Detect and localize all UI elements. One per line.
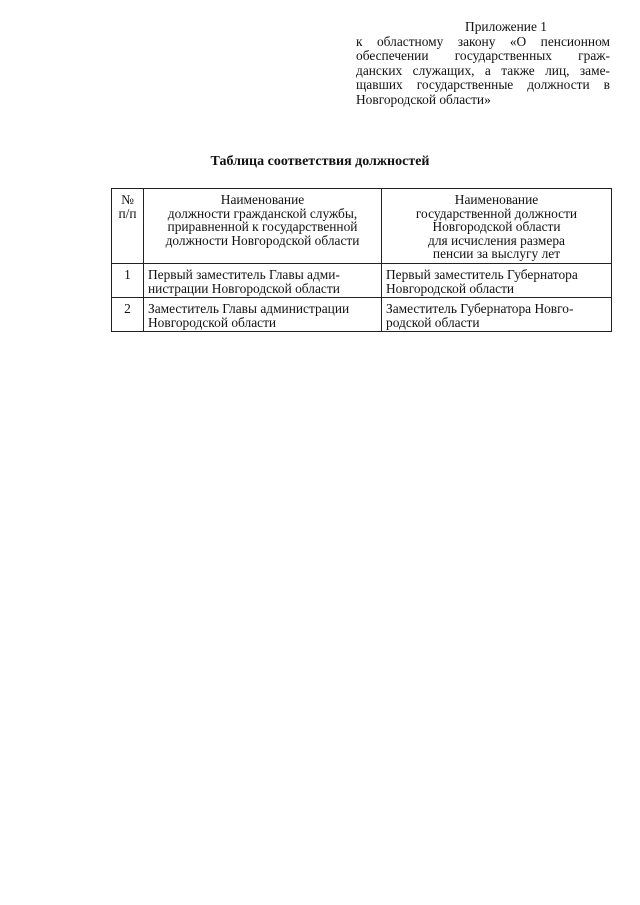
appendix-line: Новгородской области»	[356, 91, 491, 107]
header-line: Наименование	[454, 192, 539, 207]
table-header-row	[112, 189, 612, 264]
header-line: должности гражданской службы,	[167, 205, 358, 221]
appendix-block	[356, 20, 610, 107]
appendix-line: обеспечении государственных граж-	[356, 48, 610, 63]
header-civil-service	[144, 189, 382, 264]
positions-table	[111, 188, 612, 332]
cell-line: Новгородской области	[386, 280, 515, 296]
document-title: Таблица соответствия должностей	[210, 154, 430, 169]
appendix-line: к областному закону «О пенсионном	[356, 33, 610, 49]
header-line: №	[121, 192, 134, 207]
header-line: должности Новгородской области	[165, 232, 360, 248]
header-line: государственной должности	[415, 205, 578, 221]
civil-service-cell	[144, 263, 382, 297]
header-line: Новгородской области	[432, 219, 561, 235]
cell-line: Первый заместитель Губернатора	[386, 266, 578, 282]
state-position-cell	[382, 263, 612, 297]
header-line: приравненной к государственной	[167, 219, 358, 235]
appendix-line: данских служащих, а также лиц, заме-	[356, 62, 610, 78]
appendix-title: Приложение 1	[465, 19, 547, 34]
header-number	[112, 189, 144, 264]
header-line: Наименование	[220, 192, 305, 207]
header-line: пенсии за выслугу лет	[432, 246, 561, 262]
cell-line: Первый заместитель Главы адми-	[148, 266, 340, 282]
cell-line: Новгородской области	[148, 314, 277, 330]
cell-line: Заместитель Главы администрации	[148, 301, 350, 317]
row-number: 1	[112, 263, 144, 297]
civil-service-cell	[144, 298, 382, 332]
table-row	[112, 263, 612, 297]
header-line: п/п	[118, 205, 137, 221]
appendix-line: щавших государственные должности в	[356, 77, 610, 92]
cell-line: Заместитель Губернатора Новго-	[386, 301, 574, 317]
cell-line: родской области	[386, 314, 480, 330]
cell-line: нистрации Новгородской области	[148, 280, 340, 296]
table-row	[112, 298, 612, 332]
row-number: 2	[112, 298, 144, 332]
state-position-cell	[382, 298, 612, 332]
header-state-position	[382, 189, 612, 264]
header-line: для исчисления размера	[428, 232, 565, 248]
